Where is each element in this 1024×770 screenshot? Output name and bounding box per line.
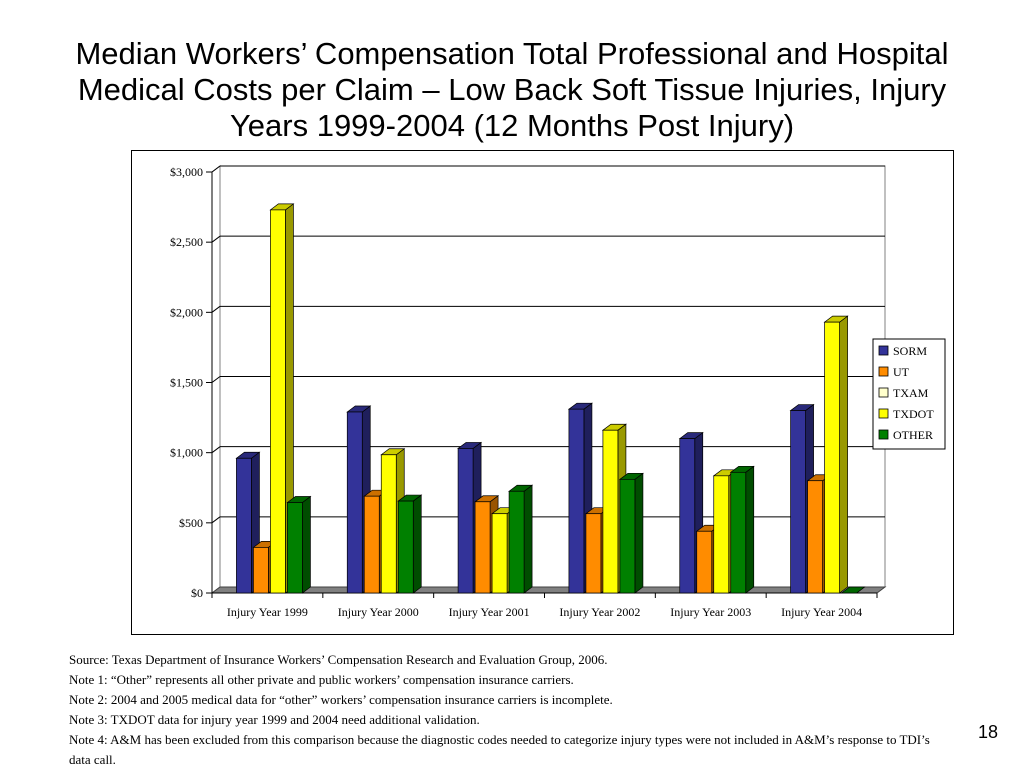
bar-front: [808, 481, 823, 593]
source-line: Source: Texas Department of Insurance Workers’ Compensation Research and Evaluation Group, 2006.: [69, 652, 608, 667]
bar-side: [746, 466, 754, 593]
bar-front: [253, 547, 268, 593]
floor: [212, 587, 885, 593]
legend-swatch-txam: [879, 388, 888, 397]
bar-front: [347, 412, 362, 593]
bar-front: [731, 472, 746, 593]
bar-side: [840, 316, 848, 593]
bar-front: [825, 322, 840, 593]
bar-front: [492, 514, 507, 593]
chart-frame: [131, 150, 954, 635]
bar-txdot: [825, 316, 848, 593]
note-1: Note 1: “Other” represents all other private and public workers’ compensation insurance carriers.: [69, 672, 574, 687]
bar-front: [458, 448, 473, 593]
page-number: 18: [977, 722, 999, 742]
bar-other: [287, 496, 310, 593]
bar-other: [509, 485, 532, 593]
note-2: Note 2: 2004 and 2005 medical data for “other” workers’ compensation insurance carriers is incomplete.: [69, 692, 613, 707]
bar-front: [714, 476, 729, 593]
y-tick-label: $1,000: [170, 445, 203, 460]
x-category-label: Injury Year 2001: [448, 605, 530, 619]
bar-front: [270, 210, 285, 593]
bar-side: [413, 495, 421, 593]
x-category-label: Injury Year 2000: [337, 605, 419, 619]
legend-label-txam: TXAM: [893, 386, 929, 400]
bar-other: [398, 495, 421, 593]
y-axis: [170, 165, 212, 600]
slide-title: Median Workers’ Compensation Total Professional and Hospital Medical Costs per Claim – Low Back Soft Tissue Injuries, Injury Years 1999-2004 (12 Months Post Injury): [75, 36, 949, 143]
note-4: Note 4: A&M has been excluded from this comparison because the diagnostic codes needed to categorize injury types were not included in A&M’s response to TDI’s data call.: [69, 732, 930, 767]
note-3: Note 3: TXDOT data for injury year 1999 and 2004 need additional validation.: [69, 712, 480, 727]
legend-swatch-ut: [879, 367, 888, 376]
bar-other: [731, 466, 754, 593]
bar-front: [697, 531, 712, 593]
legend-label-ut: UT: [893, 365, 909, 379]
source-notes: [69, 650, 949, 770]
bar-front: [236, 458, 251, 593]
legend-label-txdot: TXDOT: [893, 407, 934, 421]
x-category-label: Injury Year 2003: [670, 605, 752, 619]
y-tick-label: $2,000: [170, 305, 203, 320]
bar-side: [524, 485, 532, 593]
bar-chart: [132, 151, 953, 634]
bar-front: [475, 502, 490, 593]
bar-front: [791, 411, 806, 593]
bar-front: [620, 479, 635, 593]
y-tick-label: $500: [179, 515, 203, 530]
y-tick-label: $2,500: [170, 235, 203, 250]
legend-swatch-txdot: [879, 409, 888, 418]
legend-swatch-sorm: [879, 346, 888, 355]
bar-front: [569, 409, 584, 593]
x-axis: [212, 593, 877, 619]
bar-front: [586, 514, 601, 593]
bar-front: [381, 455, 396, 593]
bar-side: [302, 496, 310, 593]
x-category-label: Injury Year 2004: [781, 605, 863, 619]
bar-front: [287, 502, 302, 593]
bar-front: [603, 430, 618, 593]
bar-side: [635, 473, 643, 593]
bar-front: [680, 439, 695, 593]
legend: [873, 339, 945, 449]
bar-front: [364, 496, 379, 593]
bar-front: [398, 501, 413, 593]
legend-label-sorm: SORM: [893, 344, 928, 358]
bar-front: [509, 491, 524, 593]
bar-other: [620, 473, 643, 593]
chart-floor: [212, 587, 885, 593]
x-category-label: Injury Year 1999: [226, 605, 308, 619]
x-category-label: Injury Year 2002: [559, 605, 641, 619]
legend-swatch-other: [879, 430, 888, 439]
y-tick-label: $1,500: [170, 375, 203, 390]
y-tick-label: $3,000: [170, 165, 203, 179]
y-tick-label: $0: [191, 586, 203, 600]
legend-label-other: OTHER: [893, 428, 933, 442]
chart-walls: [212, 166, 885, 593]
